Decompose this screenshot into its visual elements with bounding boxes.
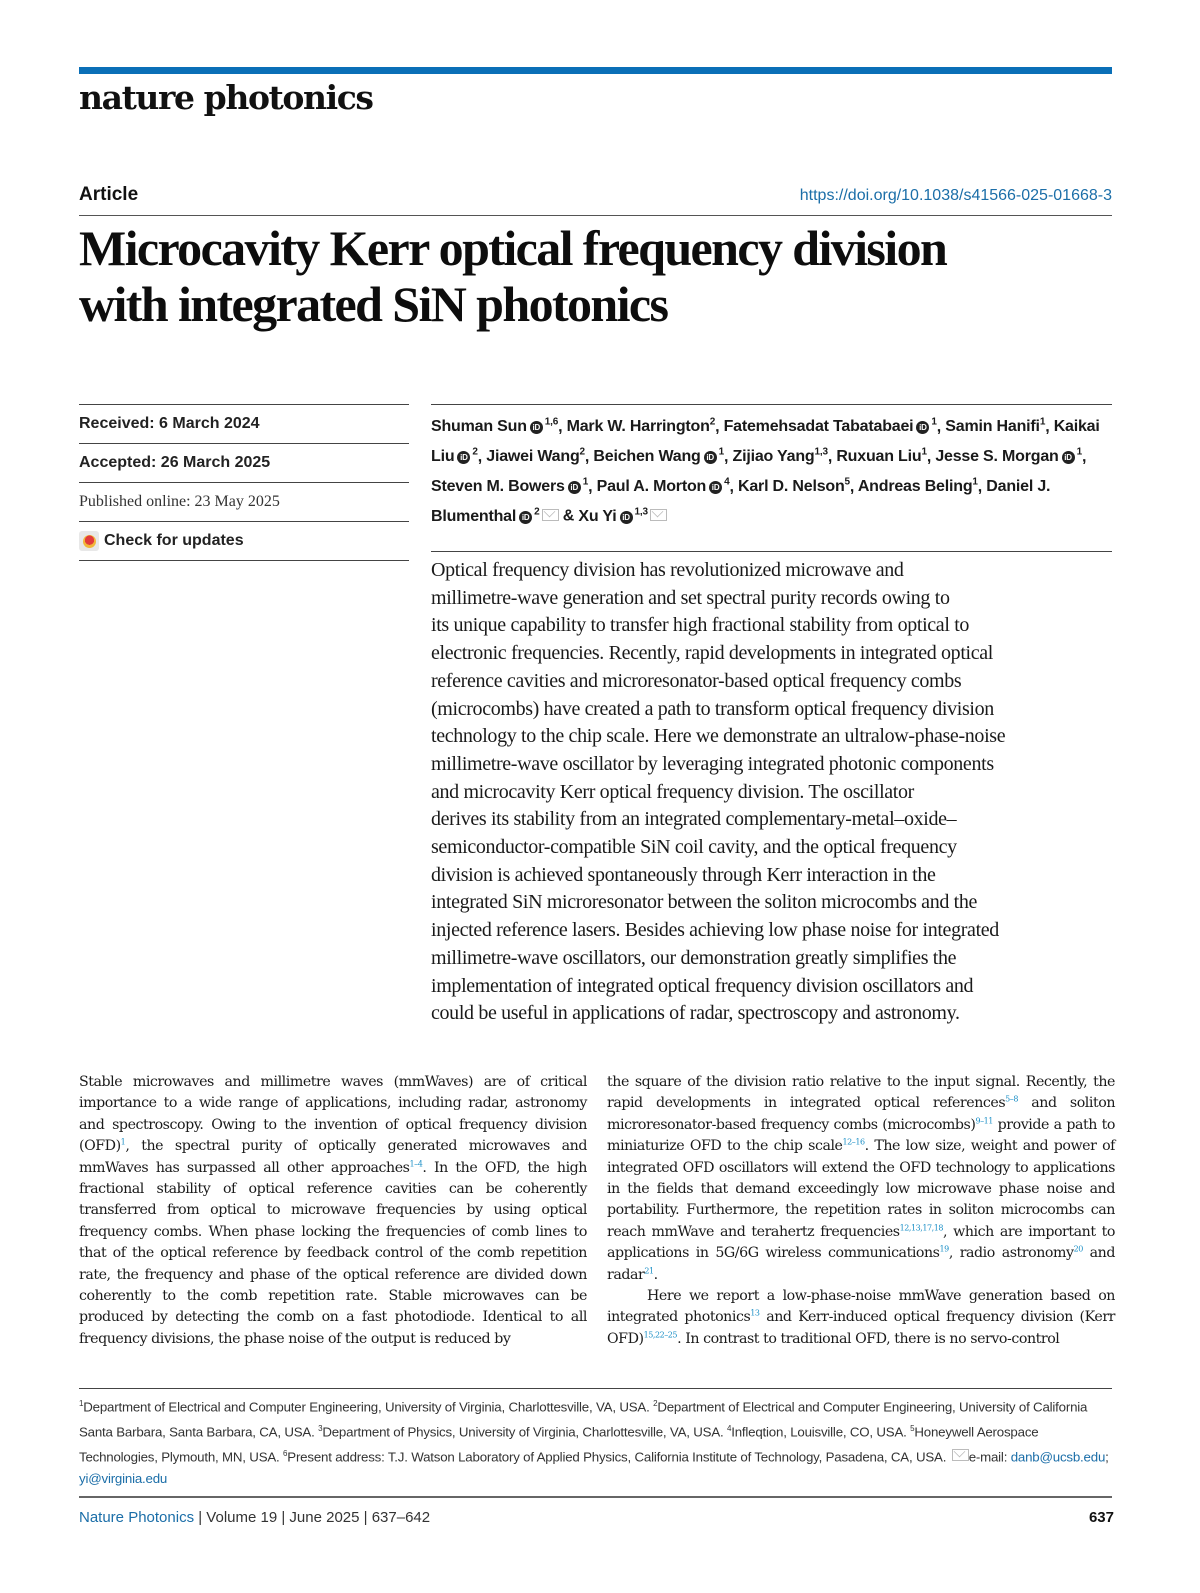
orcid-icon[interactable]: iD [620,511,633,524]
author-name: Samin Hanifi [945,418,1040,436]
author[interactable] [578,508,666,525]
published-date: Published online: 23 May 2025 [79,482,409,521]
body-text: Stable microwaves and millimetre waves (mmWaves) are of critical importance to a wide range of applications, including radar, astronomy and spectroscopy. Owing to the invention of optical frequency division (OFD) [79,1074,587,1155]
affiliation-marker: 2 [653,1399,658,1408]
reference-link[interactable]: 13 [750,1308,760,1318]
author-name: Shuman Sun [431,418,527,436]
orcid-icon[interactable]: iD [568,481,581,494]
affiliation-text: Department of Electrical and Computer Engineering, University of Virginia, Charlottesville, VA, USA. [83,1399,654,1415]
affiliation-marker: 6 [283,1448,288,1458]
check-updates-icon [79,531,99,551]
author-name: Paul A. Morton [596,477,707,495]
email-label: e-mail: [968,1449,1011,1465]
abstract-line: Optical frequency division has revolutionized microwave and [431,559,904,581]
affiliation-number: 1 [1039,417,1046,428]
email-icon[interactable] [650,509,667,521]
body-text: , radio astronomy [948,1245,1074,1262]
received-date: Received: 6 March 2024 [79,404,409,443]
affiliation-number: 2 [472,446,478,458]
author[interactable] [738,478,850,495]
abstract-line: integrated SiN microresonator between the soliton microcombs and the [431,891,978,914]
orcid-icon[interactable]: iD [457,451,470,464]
divider [431,404,1112,405]
affiliation-marker: 3 [318,1423,323,1433]
body-text: . [653,1266,658,1283]
affiliation-text: Department of Physics, University of Virginia, Charlottesville, VA, USA. [322,1424,727,1440]
author-name: Zijiao Yang [732,448,815,466]
title-line: with integrated SiN photonics [79,276,668,332]
reference-link[interactable]: 12,13,17,18 [899,1223,944,1233]
reference-link[interactable]: 21 [644,1265,654,1275]
body-text: . The low size, weight and power of integrated OFD oscillators will extend the OFD technology to applications in the fields that demand exceedingly low microwave phase noise and portability. Furthermore, the repetition rates in soliton microcombs can reach mmWave and terahertz frequencies [607,1138,1115,1240]
author[interactable] [945,418,1045,435]
abstract-line: derives its stability from an integrated complementary-metal–oxide– [431,808,957,831]
author[interactable] [935,448,1082,465]
affiliation-number: 1 [1076,446,1082,458]
body-text: and radar [607,1245,1116,1283]
reference-link[interactable]: 15,22–25 [643,1330,678,1340]
divider [79,1388,1112,1389]
body-paragraph [79,1072,587,1350]
orcid-icon[interactable]: iD [916,421,929,434]
author-name: Karl D. Nelson [737,477,845,495]
affiliation-number: 2 [534,506,540,518]
title-line: Microcavity Kerr optical frequency division [79,220,947,276]
body-text: . In the OFD, the high fractional stability of optical reference cavities can be coherently transferred from optical to microwave frequencies by using optical frequency combs. When phase locking the frequencies of comb lines to that of the optical reference by feedback control of the comb repetition rate, the frequency and phase of the optical reference are divided down coherently to the comb repetition rate. Stable microwaves can be produced by detecting the comb on a fast photodiode. Identical to all frequency divisions, the phase noise of the output is reduced by [79,1159,587,1347]
journal-link[interactable]: Nature Photonics [79,1509,195,1526]
author-name: Steven M. Bowers [431,477,565,495]
body-text: provide a path to miniaturize OFD to the chip scale [607,1116,1115,1155]
author[interactable] [597,478,730,495]
email-icon [952,1449,969,1461]
orcid-icon[interactable]: iD [704,451,717,464]
abstract-line: reference cavities and microresonator-based optical frequency combs [431,669,962,692]
abstract-line: semiconductor-compatible SiN coil cavity, and the optical frequency [431,836,957,859]
affiliation-text: Department of Electrical and Computer Engineering, University of California Santa Barbara, Santa Barbara, CA, USA. [79,1399,1088,1440]
divider [79,215,1112,216]
affiliation-text: Infleqtion, Louisville, CO, USA. [731,1424,911,1440]
affiliation-number: 2 [579,446,585,458]
abstract-line: and microcavity Kerr optical frequency division. The oscillator [431,780,914,803]
abstract-line: technology to the chip scale. Here we demonstrate an ultralow-phase-noise [431,725,1006,748]
author-name: Andreas Beling [857,477,973,495]
affiliation-number: 1,6 [544,417,559,428]
journal-logo: nature photonics [79,78,373,117]
affiliation-marker: 5 [910,1423,915,1433]
reference-link[interactable]: 5–8 [1005,1094,1018,1104]
affiliation-marker: 1 [79,1399,84,1408]
affiliation-number: 1,3 [634,506,648,518]
author[interactable] [593,448,724,465]
abstract-line: electronic frequencies. Recently, rapid developments in integrated optical [431,642,994,665]
author-name: Fatemehsadat Tabatabaei [723,418,914,436]
author[interactable] [836,448,927,465]
body-text: and soliton microresonator-based frequency combs (microcombs) [607,1095,1116,1133]
author-name: Xu Yi [578,507,617,525]
reference-link[interactable]: 1 [120,1137,126,1147]
divider [79,1496,1112,1498]
check-for-updates-button[interactable] [79,521,409,561]
abstract-line: its unique capability to transfer high fractional stability from optical to [431,614,970,637]
author[interactable] [733,448,828,465]
abstract-line: millimetre-wave generation and set spectral purity records owing to [431,586,950,609]
author[interactable] [431,418,558,435]
author-name: Ruxuan Liu [836,448,922,466]
abstract-line: millimetre-wave oscillator by leveraging integrated photonic components [431,752,994,775]
author-name: Jiawei Wang [486,448,580,466]
affiliation-number: 1 [921,446,927,458]
affiliation-text: Honeywell Aerospace Technologies, Plymouth, MN, USA. [79,1424,1039,1465]
divider [431,551,1112,552]
page-number: 637 [1088,1509,1114,1526]
reference-link[interactable]: 1–4 [409,1158,423,1168]
body-paragraph [607,1286,1115,1350]
author[interactable] [567,418,715,435]
affiliation-number: 1 [931,417,937,428]
author-name: Kaikai Liu [431,418,1100,466]
abstract [431,557,1121,1028]
author[interactable] [431,478,588,495]
abstract-line: division is achieved spontaneously through Kerr interaction in the [431,863,936,886]
body-text: . In contrast to traditional OFD, there is no servo-control [677,1330,1060,1347]
affiliation-number: 1 [718,446,725,458]
author-name: Mark W. Harrington [566,418,710,436]
orcid-icon[interactable]: iD [1062,451,1075,464]
affiliation-number: 1 [582,476,589,488]
check-updates-label: Check for updates [104,532,244,549]
article-type-label: Article [79,184,139,205]
accepted-date: Accepted: 26 March 2025 [79,443,409,482]
doi-link[interactable]: https://doi.org/10.1038/s41566-025-01668-3 [799,187,1112,204]
body-text: the square of the division ratio relative to the input signal. Recently, the rapid developments in integrated optical references [607,1074,1115,1112]
affiliations-footnote: $^1$Department of Electrical and Computer Engineering, University of Virginia, Charlottesville, VA, USA. $^2$Department of Electrical and Computer Engineering, University of California Santa Barbara, Santa Barbara, CA, USA. $^3$Department of Physics, University of Virginia, Charlottesville, VA, USA. $^4$Infleqtion, Louisville, CO, USA. $^5$Honeywell Aerospace Technologies, Plymouth, MN, USA. $^6$Present address: T.J. Watson Laboratory of Applied Physics, California Institute of Technology, Pasadena, CA, USA. e-mail: danb@ucsb.edu; yi@virginia.edu [79,1399,1109,1486]
author[interactable] [858,478,978,495]
body-column-left [79,1072,587,1350]
author[interactable] [724,418,937,435]
abstract-line: implementation of integrated optical frequency division oscillators and [431,974,974,997]
author-name: Daniel J. Blumenthal [431,477,1051,525]
author-list: Shuman Sun iD $^{1,6}$, Mark W. Harrington$^2$, Fatemehsadat Tabatabaei iD $^1$, Samin Hanifi$^1$, Kaikai Liu iD $^2$, Jiawei Wang$^2$, Beichen Wang iD $^1$, Zijiao Yang$^{1,3}$, Ruxuan Liu$^1$, Jesse S. Morgan iD $^1$, Steven M. Bowers iD $^1$, Paul A. Morton iD $^4$, Karl D. Nelson$^5$, Andreas Beling$^1$, Daniel J. Blumenthal iD $^2$ & Xu Yi iD $^{1,3}$ [431,417,1100,525]
reference-link[interactable]: 19 [939,1244,949,1254]
body-text: and Kerr-induced optical frequency division (Kerr OFD) [607,1309,1115,1347]
body-paragraph [607,1072,1115,1286]
abstract-line: millimetre-wave oscillators, our demonstration greatly simplifies the [431,946,957,969]
abstract-line: could be useful in applications of radar, spectroscopy and astronomy. [431,1002,960,1025]
orcid-icon[interactable]: iD [519,511,532,524]
affiliation-number: 1 [972,476,978,488]
affiliation-text: Present address: T.J. Watson Laboratory of Applied Physics, California Institute of Technology, Pasadena, CA, USA. [287,1449,950,1465]
affiliation-number: 2 [709,417,716,428]
journal-accent-bar [79,67,1112,74]
orcid-icon[interactable]: iD [530,421,543,434]
author-name: Jesse S. Morgan [935,448,1059,466]
abstract-line: injected reference lasers. Besides achieving low phase noise for integrated [431,919,999,942]
orcid-icon[interactable]: iD [709,481,722,494]
email-link[interactable]: danb@ucsb.edu [1010,1449,1106,1465]
affiliation-marker: 4 [726,1423,732,1433]
affiliation-number: 5 [844,476,850,488]
journal-citation [79,1509,430,1526]
body-text: Here we report a low-phase-noise mmWave generation based on integrated photonics [607,1288,1115,1326]
body-text: , which are important to applications in 5G/6G wireless communications [607,1223,1115,1262]
email-icon[interactable] [542,509,559,521]
affiliation-number: 4 [724,476,730,488]
author-name: Beichen Wang [593,448,701,466]
reference-link[interactable]: 9–11 [975,1116,993,1126]
reference-link[interactable]: 20 [1073,1244,1083,1254]
article-title [79,220,1139,332]
article-history [79,404,409,561]
author[interactable] [486,448,585,465]
body-column-right [607,1072,1115,1350]
body-text: , the spectral purity of optically generated microwaves and mmWaves has surpassed all other approaches [79,1138,587,1176]
affiliation-number: 1,3 [814,446,828,458]
volume-info: | Volume 19 | June 2025 | 637–642 [194,1509,431,1526]
abstract-line: (microcombs) have created a path to transform optical frequency division [431,697,994,720]
email-link[interactable]: yi@virginia.edu [79,1470,168,1486]
reference-link[interactable]: 12–16 [842,1137,865,1147]
